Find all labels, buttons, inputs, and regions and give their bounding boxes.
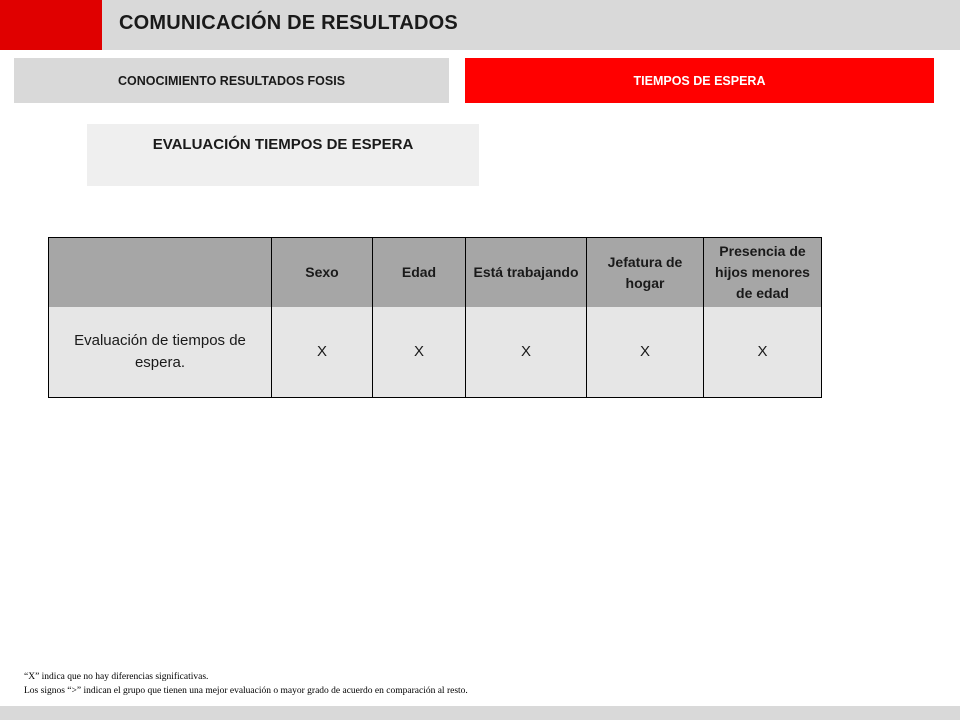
header-accent-block: [0, 0, 102, 50]
bottom-bar: [0, 706, 960, 720]
table-cell: X: [587, 307, 704, 398]
tab-label: CONOCIMIENTO RESULTADOS FOSIS: [117, 73, 346, 88]
tab-conocimiento-resultados[interactable]: [14, 58, 449, 103]
footnote-line: Los signos “>” indican el grupo que tienen una mejor evaluación o mayor grado de acuerdo en comparación al resto.: [24, 686, 468, 696]
page-title: COMUNICACIÓN DE RESULTADOS: [119, 12, 458, 34]
table-header-cell: [49, 238, 272, 308]
table-row-label: Evaluación de tiempos de espera.: [49, 307, 272, 398]
table-cell: X: [466, 307, 587, 398]
section-title-box: [87, 124, 479, 186]
tab-label: TIEMPOS DE ESPERA: [633, 73, 766, 88]
table-header-row: [49, 238, 822, 308]
table-cell: X: [373, 307, 466, 398]
footnote-line: “X” indica que no hay diferencias significativas.: [24, 672, 209, 682]
section-title: EVALUACIÓN TIEMPOS DE ESPERA: [152, 136, 414, 153]
footnotes: [24, 670, 468, 698]
tab-tiempos-de-espera[interactable]: [465, 58, 934, 103]
table-cell: X: [704, 307, 822, 398]
table-header-cell: Está trabajando: [466, 238, 587, 308]
table-header-cell: Sexo: [272, 238, 373, 308]
table-header-cell: Jefatura de hogar: [587, 238, 704, 308]
table-row: [49, 307, 822, 398]
table-cell: X: [272, 307, 373, 398]
table-header-cell: Presencia de hijos menores de edad: [704, 238, 822, 308]
table-header-cell: Edad: [373, 238, 466, 308]
results-table: [48, 237, 822, 398]
